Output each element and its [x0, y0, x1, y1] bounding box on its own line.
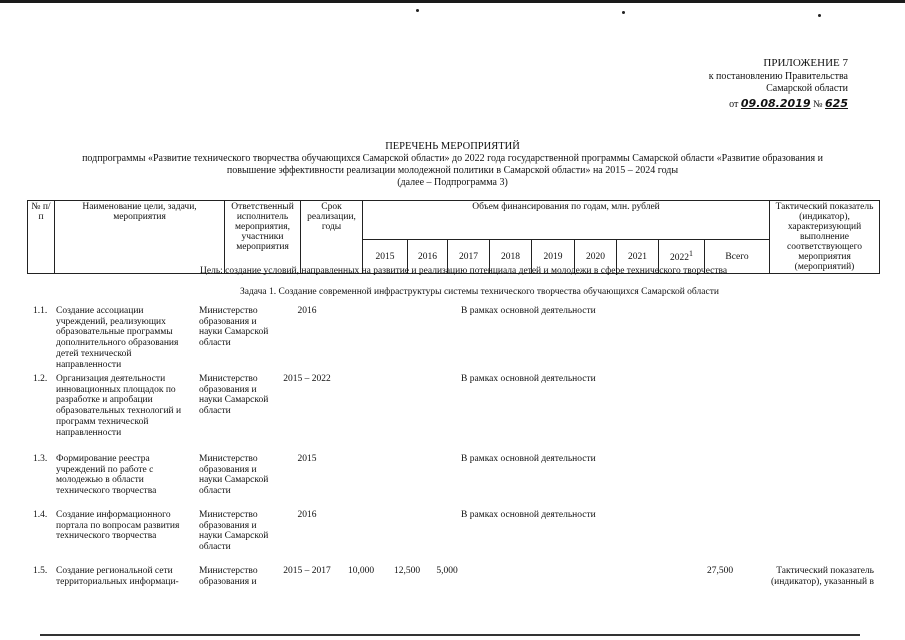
row-number: 1.4. [33, 510, 48, 520]
goal-line: Цель: создание условий, направленных на развитие и реализацию потенциала детей и молодежи в сфере технического творчества [200, 266, 728, 276]
row-name: Организация деятельности инновационных площадок по разработке и апробации образовательных технологий и программ технической направленности [56, 374, 182, 438]
row-term: 2016 [297, 510, 317, 520]
heading-line: подпрограммы «Развитие технического творчества обучающихся Самарской области» до 2022 года государственной программы Самарской области «Развитие образования и [82, 153, 823, 164]
header-year: 2020 [575, 240, 617, 274]
header-cell-responsible: Ответственный исполнитель мероприятия, участники мероприятия [225, 201, 301, 274]
appendix-block [688, 57, 848, 111]
row-responsible: Министерство образования и науки Самарской области [199, 510, 269, 553]
header-year: 2019 [532, 240, 575, 274]
row-name: Формирование реестра учреждений по работе с молодежью в области технического творчества [56, 454, 157, 497]
row-term: 2015 – 2022 [283, 374, 331, 384]
header-year: 2021 [617, 240, 659, 274]
row-term: 2015 – 2017 [283, 566, 331, 576]
handwritten-number: 625 [825, 96, 848, 110]
row-responsible: Министерство образования и науки Самарской области [199, 454, 269, 497]
header-year: 2017 [448, 240, 490, 274]
row-responsible: Министерство образования и [199, 566, 258, 587]
heading-line: (далее – Подпрограмма 3) [397, 177, 508, 188]
row-term: 2016 [297, 306, 317, 316]
appendix-line: к постановлению Правительства [708, 70, 848, 82]
scan-bottom-edge [40, 634, 860, 636]
footnote-mark: 1 [689, 249, 693, 259]
number-prefix: № [812, 98, 823, 110]
row-number: 1.1. [33, 306, 48, 316]
row-value-2016: 12,500 [393, 566, 421, 576]
row-value-2017: 5,000 [436, 566, 458, 576]
row-number: 1.3. [33, 454, 48, 464]
task-line: Задача 1. Создание современной инфраструктуры системы технического творчества обучающихся Самарской области [240, 287, 719, 297]
header-cell-term: Срок реализации, годы [301, 201, 363, 274]
scan-speck [416, 9, 419, 12]
handwritten-date: 09.08.2019 [740, 96, 811, 110]
row-indicator: Тактический показатель (индикатор), указанный в [770, 566, 874, 587]
scan-speck [622, 11, 625, 14]
row-note: В рамках основной деятельности [461, 374, 596, 384]
header-year: 2018 [490, 240, 532, 274]
header-cell-indicator: Тактический показатель (индикатор), характеризующий выполнение соответствующего мероприятия (мероприятий) [770, 201, 880, 274]
header-cell-funding: Объем финансирования по годам, млн. рублей [363, 201, 770, 240]
header-cell-name: Наименование цели, задачи, мероприятия [55, 201, 225, 274]
row-total: 27,500 [706, 566, 734, 576]
document-heading [30, 141, 875, 189]
header-year: 2015 [363, 240, 408, 274]
row-term: 2015 [297, 454, 317, 464]
row-note: В рамках основной деятельности [461, 306, 596, 316]
page-title: ПЕРЕЧЕНЬ МЕРОПРИЯТИЙ [385, 141, 520, 152]
header-cell-num: № п/п [28, 201, 55, 274]
appendix-line: Самарской области [766, 83, 848, 94]
row-responsible: Министерство образования и науки Самарской области [199, 374, 269, 417]
row-value-2015: 10,000 [347, 566, 375, 576]
row-note: В рамках основной деятельности [461, 454, 596, 464]
header-year: 2016 [408, 240, 448, 274]
row-name: Создание региональной сети территориальных информаци- [56, 566, 179, 587]
scan-speck [818, 14, 821, 17]
row-name: Создание ассоциации учреждений, реализующих образовательные программы дополнительного образования детей технической направленности [56, 306, 179, 370]
row-number: 1.5. [33, 566, 48, 576]
header-cell-total: Всего [705, 240, 770, 274]
table-header [27, 200, 880, 274]
row-note: В рамках основной деятельности [461, 510, 596, 520]
header-year: 2022 [670, 253, 690, 264]
row-responsible: Министерство образования и науки Самарской области [199, 306, 269, 349]
appendix-title: ПРИЛОЖЕНИЕ 7 [763, 57, 848, 69]
row-number: 1.2. [33, 374, 48, 384]
date-prefix: от [729, 98, 739, 110]
row-name: Создание информационного портала по вопросам развития технического творчества [56, 510, 180, 542]
scan-top-edge [0, 0, 905, 3]
appendix-date-line [688, 98, 848, 112]
heading-line: повышение эффективности реализации молодежной политики в Самарской области» на 2015 – 2024 годы [226, 165, 679, 176]
